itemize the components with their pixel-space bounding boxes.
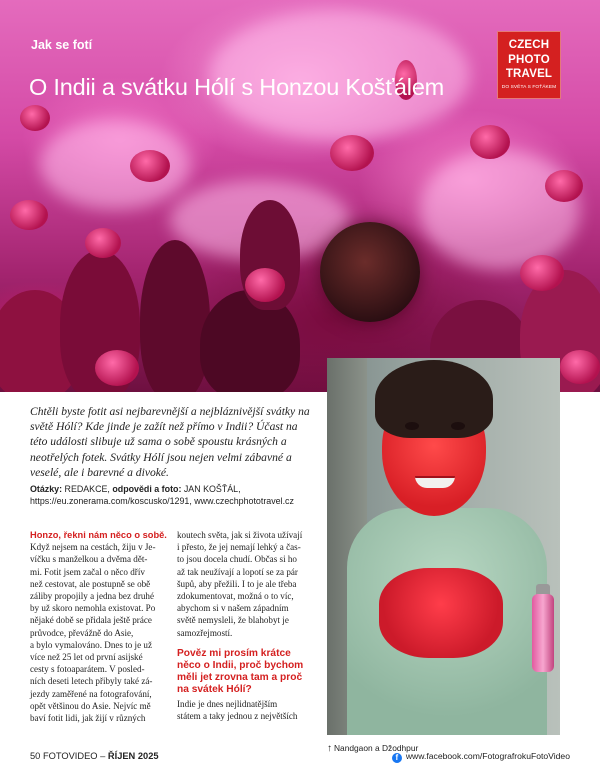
question-2-line: něco o Indii, proč bychom	[177, 659, 304, 671]
section-kicker: Jak se fotí	[31, 38, 93, 52]
arrow-up-icon: ↑	[327, 743, 332, 754]
body-line: mi. Fotit jsem začal o něco dřív	[30, 566, 145, 577]
body-line: a bylo vymalováno. Dnes to je už	[30, 639, 152, 650]
issue-date: ŘÍJEN 2025	[107, 751, 159, 761]
page-footer-right	[392, 751, 570, 763]
body-line: koutech světa, jak si života užívají	[177, 530, 303, 540]
article-column-1	[30, 529, 170, 724]
portrait-photo	[327, 358, 560, 735]
body-line: i přesto, že jej nemají lehký a čas-	[177, 542, 301, 553]
article-credit	[30, 483, 330, 508]
page-number: 50	[30, 751, 41, 761]
body-line: nějaké době se přidala ještě práce	[30, 615, 152, 626]
article-lead: Chtěli byste fotit asi nejbarevnější a nejbláznivější svátky na světě Hólí? Kde jinde je zažít než přímo v Indii? Účast na této události slibuje už sama o sobě spoustu krásných a neotřelých fotek. Svátky Hólí jsou nejen velmi zábavné a veselé, ale i barevné a divoké.	[30, 405, 310, 479]
facebook-link[interactable]: www.facebook.com/FotografrokuFotoVideo	[405, 751, 570, 761]
body-line: až tak neužívají a lopotí se za pár	[177, 566, 298, 577]
body-line: víčku s manželkou a dvěma dět-	[30, 554, 148, 565]
question-2-line: na svátek Hólí?	[177, 683, 252, 695]
logo-line-3: TRAVEL	[505, 68, 553, 80]
body-line: by už skoro nemohla existovat. Po	[30, 603, 156, 614]
body-line: státem a taky jednou z největších	[177, 711, 298, 722]
body-line: Indie je dnes nejlidnatějším	[177, 698, 278, 709]
logo-line-1: CZECH	[508, 39, 550, 51]
body-line: jezdy zaměřené na fotografování,	[30, 688, 152, 699]
body-line: opět většinou do Asie. Nejvíc mě	[30, 700, 151, 711]
credit-label-answers: odpovědi a foto:	[112, 484, 182, 494]
czech-photo-travel-logo	[497, 31, 561, 99]
body-line: to jsou docela chudí. Občas si ho	[177, 554, 297, 565]
photo-caption-text: Nandgaon a Džodhpur	[334, 743, 419, 753]
body-line: světě nemysleli, že blahobyt je	[177, 615, 289, 626]
credit-author: JAN KOŠŤÁL,	[181, 484, 241, 494]
question-2-line: Pověz mi prosím krátce	[177, 647, 291, 659]
credit-links: https://eu.zonerama.com/koscusko/1291, www.czechphototravel.cz	[30, 496, 294, 507]
page-footer-left: 50 FOTOVIDEO – ŘÍJEN 2025	[30, 751, 159, 761]
facebook-icon: f	[392, 753, 402, 763]
body-line: více než 25 let od první asijské	[30, 652, 143, 663]
article-title: O Indii a svátku Hólí s Honzou Košťálem	[29, 74, 445, 100]
body-line: než cestovat, ale postupně se obě	[30, 578, 151, 589]
body-line: průvodce, převážně do Asie,	[30, 627, 134, 638]
body-line: abychom si v našem západním	[177, 603, 289, 614]
body-line: Když nejsem na cestách, žiju v Je-	[30, 542, 156, 553]
credit-label-questions: Otázky:	[30, 484, 63, 494]
magazine-name: FOTOVIDEO	[42, 751, 98, 761]
credit-questions-by: REDAKCE,	[62, 484, 113, 494]
logo-line-2: PHOTO	[508, 53, 550, 66]
question-1: Honzo, řekni nám něco o sobě.	[30, 530, 167, 540]
body-line: ních deseti letech přibyly také zá-	[30, 676, 153, 687]
article-column-2	[177, 529, 317, 722]
body-line: cesty s fotoaparátem. V posled-	[30, 664, 145, 675]
body-line: šupů, aby přežili. I to je ale třeba	[177, 578, 297, 589]
question-2	[177, 648, 317, 696]
body-line: baví fotit lidi, jak žijí v různých	[30, 713, 146, 724]
body-line: záliby propojily a jedna bez druhé	[30, 591, 154, 602]
body-line: zdokumentovat, možná o to víc,	[177, 591, 294, 602]
question-2-line: měli jet zrovna tam a proč	[177, 671, 303, 683]
body-line: samozřejmostí.	[177, 627, 233, 638]
logo-tagline: DO SVĚTA S FOŤÁKEM	[501, 84, 557, 90]
